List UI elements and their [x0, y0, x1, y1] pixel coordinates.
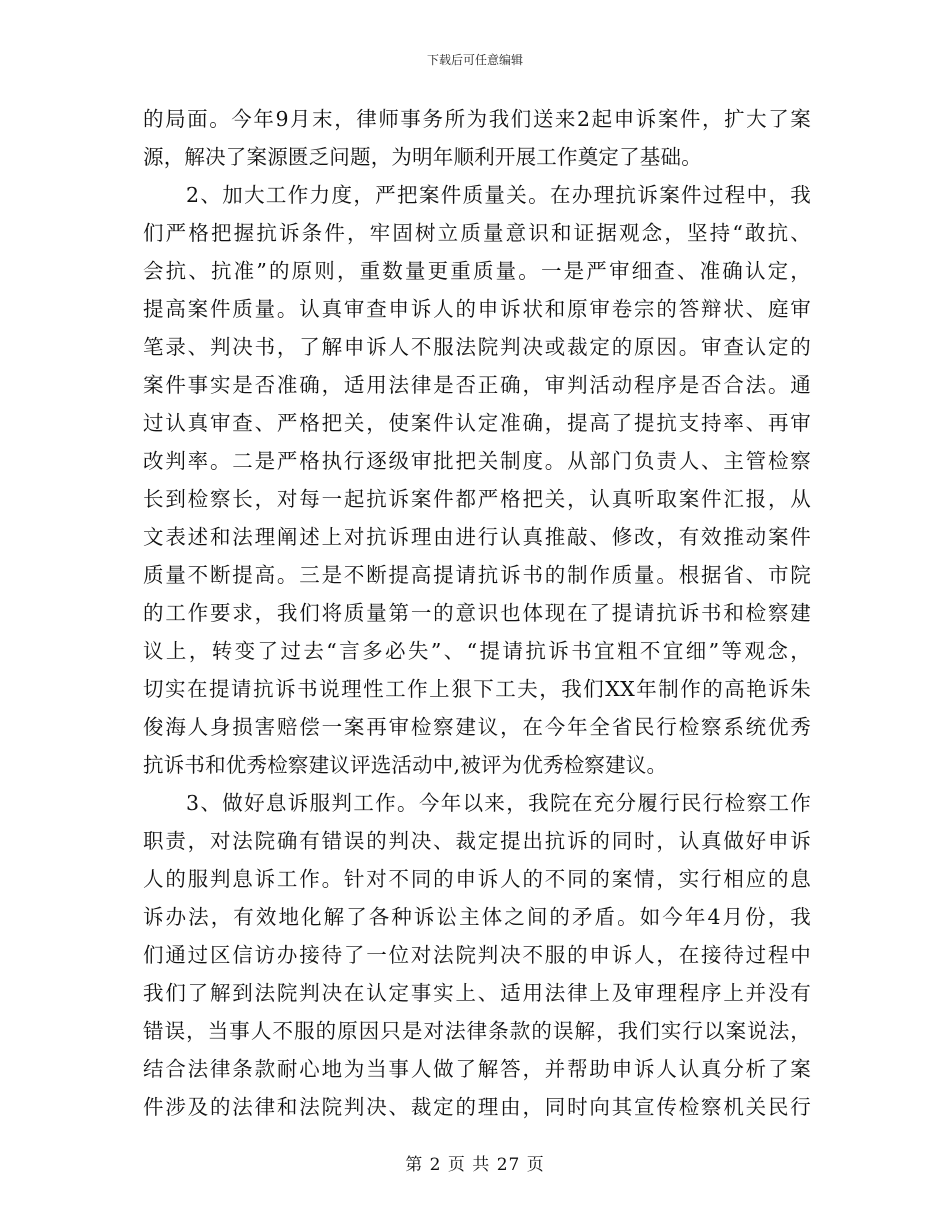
text-line: 议上，转变了过去“言多必失”、“提请抗诉书宜粗不宜细”等观念， [143, 639, 811, 663]
text-line: 文表述和法理阐述上对抗诉理由进行认真推敲、修改，有效推动案件 [143, 525, 811, 549]
text-line: 抗诉书和优秀检察建议评选活动中,被评为优秀检察建议。 [143, 753, 668, 777]
text-line: 笔录、判决书，了解申诉人不服法院判决或裁定的原因。审查认定的 [143, 335, 811, 359]
text-line: 诉办法，有效地化解了各种诉讼主体之间的矛盾。如今年4月份，我 [143, 905, 811, 929]
text-line: 人的服判息诉工作。针对不同的申诉人的不同的案情，实行相应的息 [143, 867, 811, 891]
text-line: 们严格把握抗诉条件，牢固树立质量意识和证据观念，坚持“敢抗、 [143, 221, 811, 245]
text-line: 的局面。今年9月末，律师事务所为我们送来2起申诉案件，扩大了案 [143, 107, 811, 131]
text-line: 们通过区信访办接待了一位对法院判决不服的申诉人，在接待过程中 [143, 943, 811, 967]
text-line: 俊海人身损害赔偿一案再审检察建议，在今年全省民行检察系统优秀 [143, 715, 811, 739]
text-line: 改判率。二是严格执行逐级审批把关制度。从部门负责人、主管检察 [143, 449, 811, 473]
text-line: 质量不断提高。三是不断提高提请抗诉书的制作质量。根据省、市院 [143, 563, 811, 587]
text-line: 切实在提请抗诉书说理性工作上狠下工夫，我们XX年制作的高艳诉朱 [143, 677, 811, 701]
text-line: 源，解决了案源匮乏问题，为明年顺利开展工作奠定了基础。 [143, 145, 702, 169]
text-line: 3、做好息诉服判工作。今年以来，我院在充分履行民行检察工作 [186, 791, 811, 815]
document-body [143, 100, 811, 1126]
text-line: 长到检察长，对每一起抗诉案件都严格把关，认真听取案件汇报，从 [143, 487, 811, 511]
text-line: 件涉及的法律和法院判决、裁定的理由，同时向其宣传检察机关民行 [143, 1095, 811, 1119]
text-line: 过认真审查、严格把关，使案件认定准确，提高了提抗支持率、再审 [143, 411, 811, 435]
text-line: 案件事实是否准确，适用法律是否正确，审判活动程序是否合法。通 [143, 373, 811, 397]
page-number-footer: 第 2 页 共 27 页 [405, 1155, 545, 1175]
text-line: 错误，当事人不服的原因只是对法律条款的误解，我们实行以案说法， [143, 1019, 811, 1043]
text-line: 我们了解到法院判决在认定事实上、适用法律上及审理程序上并没有 [143, 981, 811, 1005]
text-line: 结合法律条款耐心地为当事人做了解答，并帮助申诉人认真分析了案 [143, 1057, 811, 1081]
text-line: 职责，对法院确有错误的判决、裁定提出抗诉的同时，认真做好申诉 [143, 829, 811, 853]
page-header: 下载后可任意编辑 [426, 53, 523, 67]
text-line: 2、加大工作力度，严把案件质量关。在办理抗诉案件过程中，我 [186, 183, 811, 207]
text-line: 提高案件质量。认真审查申诉人的申诉状和原审卷宗的答辩状、庭审 [143, 297, 811, 321]
text-line: 会抗、抗准”的原则，重数量更重质量。一是严审细查、准确认定， [143, 259, 811, 283]
text-line: 的工作要求，我们将质量第一的意识也体现在了提请抗诉书和检察建 [143, 601, 811, 625]
